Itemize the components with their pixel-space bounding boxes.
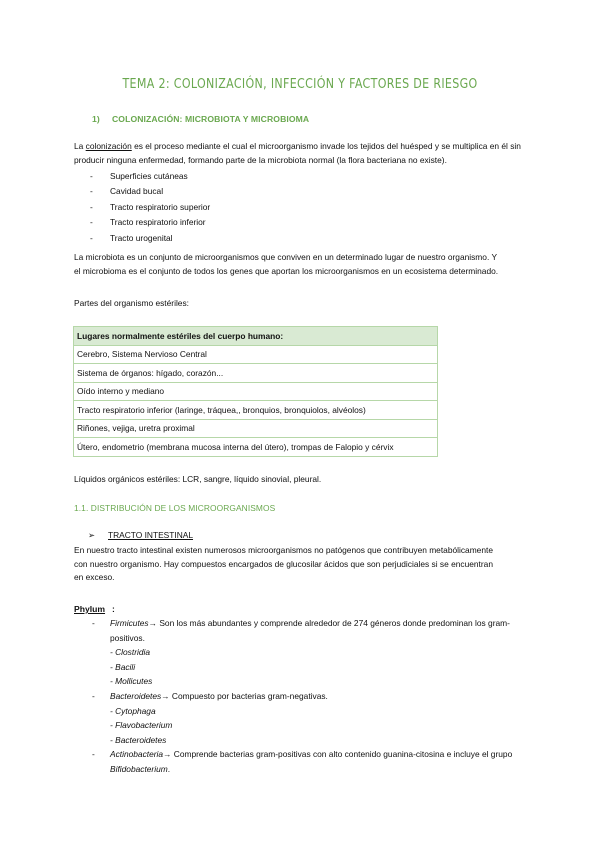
phyla-list: [92, 616, 532, 777]
list-item: - Actinobacteria→ Comprende bacterias gram-positivas con alto contenido guanina-citosina e incluye el grupo Bifidobacterium.: [92, 749, 513, 774]
list-item: - Mollicutes: [110, 676, 153, 687]
list-item: - Bacili: [110, 661, 136, 672]
table-cell: Sistema de órganos: hígado, corazón...: [74, 364, 438, 383]
phylum-label: Phylum: [74, 604, 106, 614]
list-item: - Cavidad bucal: [90, 186, 164, 197]
page-title: TEMA 2: COLONIZACIÓN, INFECCIÓN Y FACTORES DE RIESGO: [122, 76, 478, 92]
table-row: [74, 401, 438, 420]
table-cell: Oído interno y mediano: [74, 382, 438, 401]
phylum-end: .: [167, 763, 171, 774]
subheading-title: TRACTO INTESTINAL: [108, 530, 194, 540]
colonized-sites-list: [90, 169, 210, 246]
phylum-name: Actinobacteria: [110, 749, 164, 760]
section-heading-1: [92, 114, 309, 124]
list-item: - Bacteroidetes: [110, 734, 167, 745]
sterile-parts-label: Partes del organismo estériles:: [74, 298, 189, 308]
microbiota-paragraph: La microbiota es un conjunto de microorganismos que conviven en un determinado lugar de nuestro organismo. Y el microbioma es el conjunto de todos los genes que aportan los microorganismos en un ecosistema determinado.: [74, 252, 499, 276]
table-row: [74, 438, 438, 457]
phylum-colon: :: [112, 604, 115, 614]
sterile-liquids-text: Líquidos orgánicos estériles: LCR, sangre, líquido sinovial, pleural.: [74, 474, 322, 484]
table-cell: Útero, endometrio (membrana mucosa interna del útero), trompas de Falopio y cérvix: [74, 438, 438, 457]
sterile-sites-table: [73, 326, 438, 457]
phylum-desc: → Comprende bacterias gram-positivas con alto contenido guanina-citosina e incluye el grupo: [163, 749, 513, 760]
table-row: [74, 364, 438, 383]
section-number: 1): [92, 114, 100, 124]
list-item: - Bacteroidetes→ Compuesto por bacterias gram-negativas.: [92, 690, 328, 701]
table-row: [74, 345, 438, 364]
colonization-paragraph: [74, 140, 534, 167]
intestinal-paragraph: En nuestro tracto intestinal existen numerosos microorganismos no patógenos que contribuyen metabólicamente con nuestro organismo. Hay compuestos encargados de glucosilar ácidos que son perjudiciales si se encuentran en exceso.: [74, 545, 493, 583]
table-cell: Riñones, vejiga, uretra proximal: [74, 419, 438, 438]
phylum-name: Firmicutes: [110, 618, 149, 628]
section-title: COLONIZACIÓN: MICROBIOTA Y MICROBIOMA: [112, 114, 310, 124]
text-prefix: La: [74, 141, 86, 151]
list-item: - Flavobacterium: [110, 720, 173, 731]
table-header: Lugares normalmente estériles del cuerpo humano:: [74, 327, 438, 346]
phylum-name: Bacteroidetes: [110, 690, 162, 701]
genus-name: Bifidobacterium: [110, 763, 168, 774]
table-header-row: [74, 327, 438, 346]
list-item: - Firmicutes→ Son los más abundantes y comprende alrededor de 274 géneros donde predominan los gram-positivos.: [92, 618, 510, 643]
subheading-intestinal: [88, 530, 193, 540]
table-cell: Cerebro, Sistema Nervioso Central: [74, 345, 438, 364]
table-cell: Tracto respiratorio inferior (laringe, tráquea,, bronquios, bronquiolos, alvéolos): [74, 401, 438, 420]
list-item: - Tracto urogenital: [90, 232, 173, 243]
list-item: - Tracto respiratorio inferior: [90, 217, 206, 228]
list-item: - Superficies cutáneas: [90, 171, 188, 181]
section-heading-1-1: 1.1. DISTRIBUCIÓN DE LOS MICROORGANISMOS: [74, 503, 276, 513]
text-rest: es el proceso mediante el cual el microorganismo invade los tejidos del huésped y se multiplica en él sin producir ninguna enfermedad, formando parte de la microbiota normal (la flora bacteriana no existe).: [74, 141, 521, 165]
list-item: - Clostridia: [110, 647, 151, 658]
list-item: - Cytophaga: [110, 705, 156, 716]
colonization-term: colonización: [85, 141, 132, 151]
arrow-bullet-icon: ➢: [88, 530, 96, 540]
phylum-desc: → Compuesto por bacterias gram-negativas.: [161, 690, 328, 701]
table-row: [74, 419, 438, 438]
list-item: - Tracto respiratorio superior: [90, 201, 211, 212]
phylum-desc: → Son los más abundantes y comprende alrededor de 274 géneros donde predominan los gram-positivos.: [110, 618, 510, 643]
table-row: [74, 382, 438, 401]
